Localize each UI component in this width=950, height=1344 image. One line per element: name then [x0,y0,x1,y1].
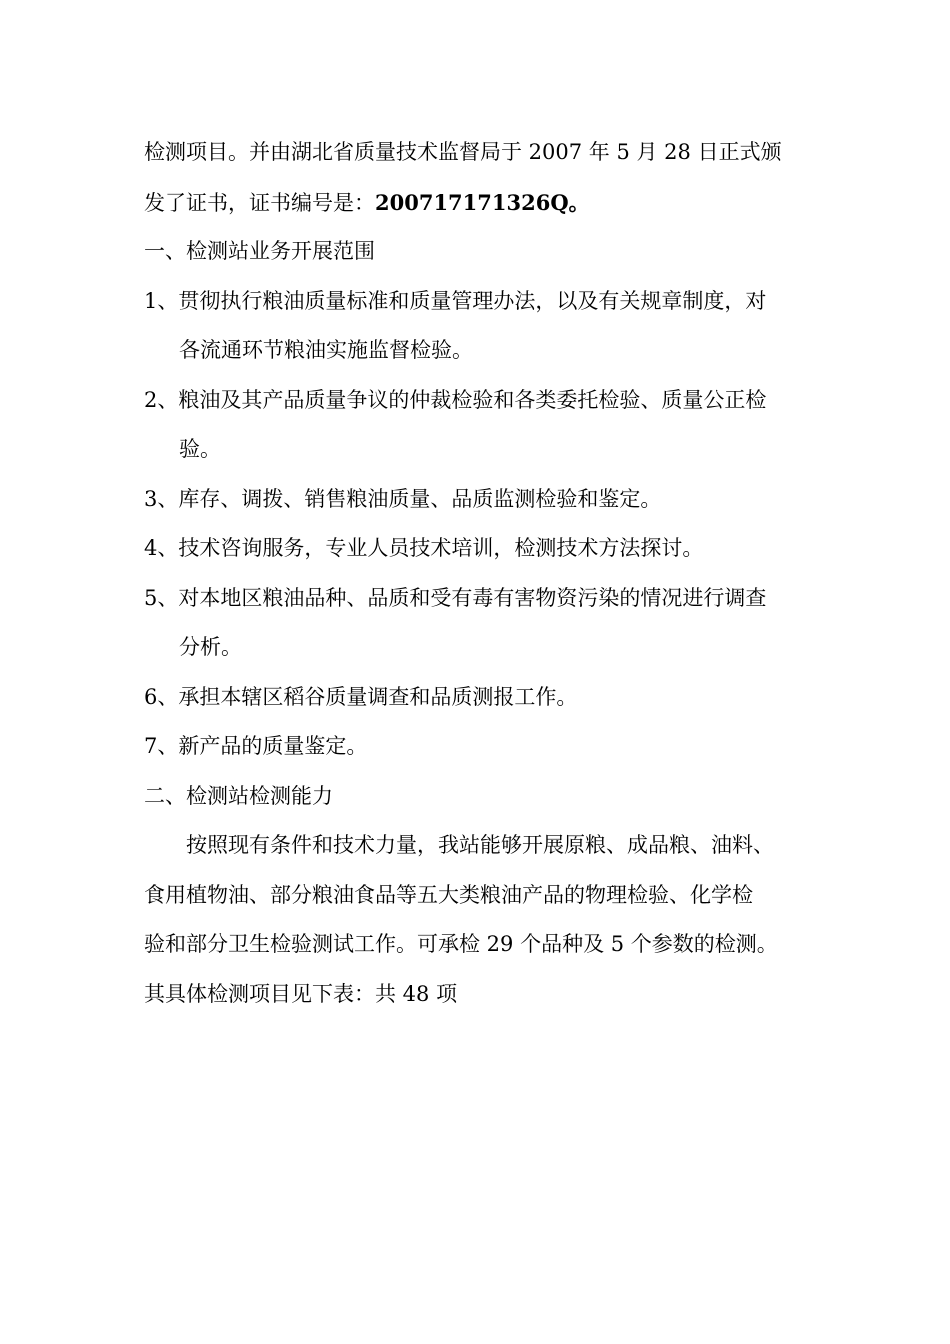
paragraph-line-1: 按照现有条件和技术力量，我站能够开展原粮、成品粮、油料、 [186,833,774,857]
certificate-number: 200717171326Q。 [375,189,590,215]
list-item-2-line-2: 验。 [179,437,221,461]
list-item-4: 4、技术咨询服务，专业人员技术培训，检测技术方法探讨。 [144,536,704,560]
list-item-5-line-2: 分析。 [179,635,242,659]
intro-line-2-text: 发了证书，证书编号是： [144,190,375,215]
list-item-3: 3、库存、调拨、销售粮油质量、品质监测检验和鉴定。 [144,486,662,511]
list-item-1-line-1: 1、贯彻执行粮油质量标准和质量管理办法，以及有关规章制度，对 [144,288,767,313]
list-item-1-line-2: 各流通环节粮油实施监督检验。 [179,338,473,362]
paragraph-line-4: 其具体检测项目见下表：共 48 项 [144,981,458,1006]
intro-line-2 [144,178,834,228]
list-item-2-line-1: 2、粮油及其产品质量争议的仲裁检验和各类委托检验、质量公正检 [144,387,767,412]
document-body [144,128,834,1019]
list-item-7: 7、新产品的质量鉴定。 [144,734,368,758]
list-item-5-line-1: 5、对本地区粮油品种、品质和受有毒有害物资污染的情况进行调查 [144,585,767,610]
paragraph-line-3: 验和部分卫生检验测试工作。可承检 29 个品种及 5 个参数的检测。 [144,932,778,956]
paragraph-line-2: 食用植物油、部分粮油食品等五大类粮油产品的物理检验、化学检 [144,882,753,907]
section-2-heading: 二、检测站检测能力 [144,783,333,808]
intro-line-1: 检测项目。并由湖北省质量技术监督局于 2007 年 5 月 28 日正式颁 [144,140,782,164]
list-item-6: 6、承担本辖区稻谷质量调查和品质测报工作。 [144,684,578,709]
section-1-heading: 一、检测站业务开展范围 [144,239,375,263]
